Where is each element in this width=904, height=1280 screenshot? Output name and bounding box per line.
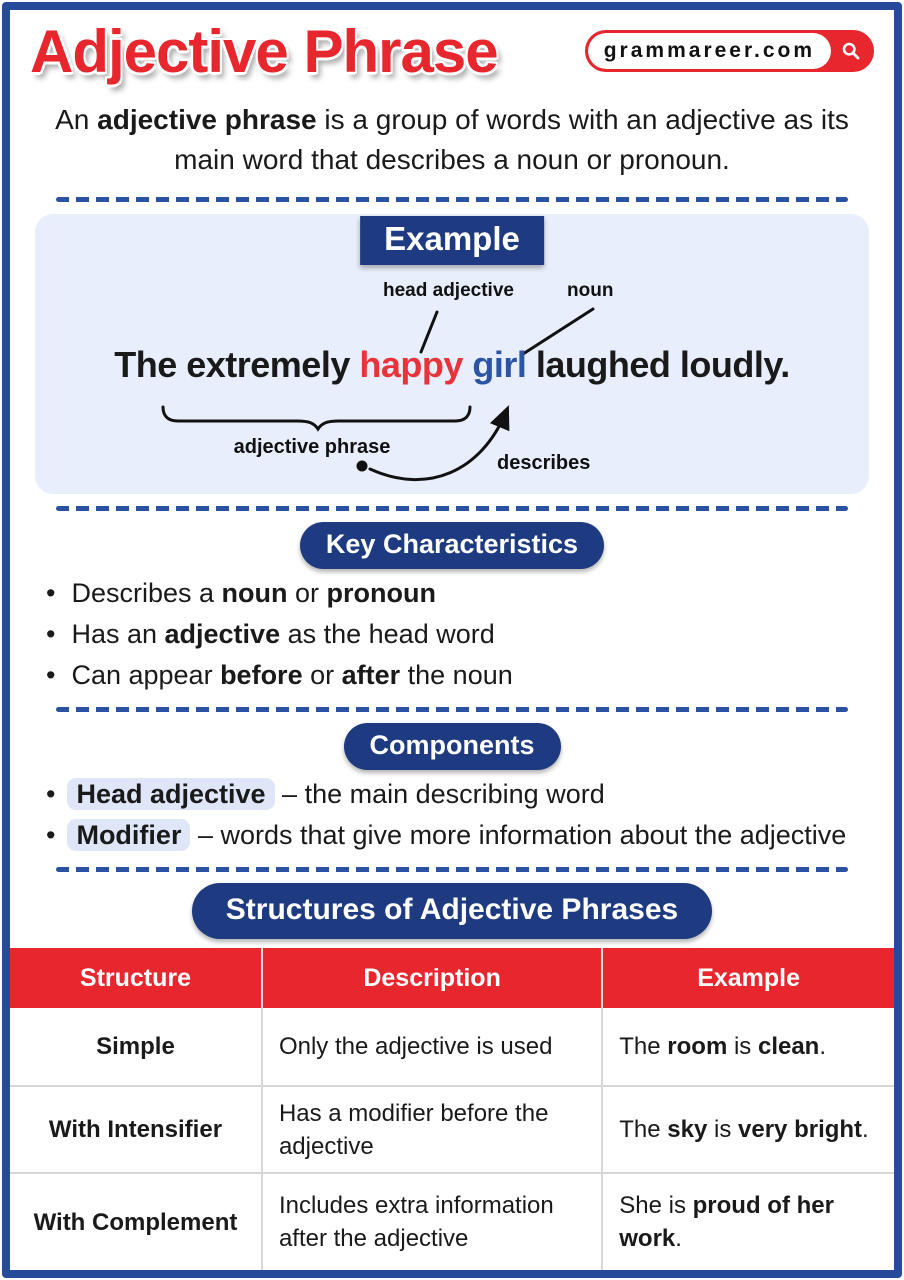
definition-text: An adjective phrase is a group of words with an adjective as its main word that describes a noun or pronoun. [55,104,849,176]
table-row [10,1086,894,1173]
structures-table [10,948,894,1270]
dashed-divider [56,197,848,202]
section-heading-structures: Structures of Adjective Phrases [192,883,712,939]
cell-example: She is proud of her work. [602,1173,894,1270]
bullet-icon: • [46,779,56,810]
column-header-example: Example [602,948,894,1008]
label-describes: describes [497,452,591,474]
components-list [10,774,894,856]
dashed-divider [56,707,848,712]
page-title: Adjective Phrase [30,18,498,85]
bullet-icon: • [46,578,56,608]
cell-description: Has a modifier before the adjective [262,1086,602,1173]
bullet-icon: • [46,820,56,851]
cell-description: Only the adjective is used [262,1008,602,1086]
site-badge-text: grammareer.com [588,33,831,69]
list-item [46,573,874,614]
cell-description: Includes extra information after the adjective [262,1173,602,1270]
table-row [10,1173,894,1270]
list-item-text: Head adjective – the main describing word [71,774,604,815]
site-badge[interactable] [585,30,874,72]
cell-structure: With Complement [10,1173,262,1270]
list-item-text: Modifier – words that give more information about the adjective [71,815,846,856]
dashed-divider [56,867,848,872]
list-item [46,655,874,696]
cell-example: The room is clean. [602,1008,894,1086]
label-adjective-phrase: adjective phrase [233,436,391,458]
section-heading-key-characteristics: Key Characteristics [300,522,604,569]
example-box [35,214,869,494]
list-item-text: Has an adjective as the head word [71,619,495,650]
list-item [46,614,874,655]
label-head-adjective: head adjective [383,280,514,301]
bullet-icon: • [46,660,56,691]
example-sentence: The extremely happy girl laughed loudly. [114,344,790,385]
bullet-icon: • [46,619,56,650]
column-header-structure: Structure [10,948,262,1008]
list-item [46,815,874,856]
table-row [10,1008,894,1086]
cell-structure: With Intensifier [10,1086,262,1173]
example-heading: Example [360,216,544,265]
infographic [10,10,894,1270]
list-item-text: Can appear before or after the noun [71,660,513,691]
cell-example: The sky is very bright. [602,1086,894,1173]
dashed-divider [56,506,848,511]
label-noun: noun [567,280,614,301]
table-header-row [10,948,894,1008]
column-header-description: Description [262,948,602,1008]
structures-table-wrap [10,948,894,1270]
key-characteristics-list [10,573,894,696]
search-icon [831,33,871,69]
cell-structure: Simple [10,1008,262,1086]
section-heading-components: Components [344,723,561,770]
list-item-text: Describes a noun or pronoun [71,578,436,608]
header [10,10,894,94]
list-item [46,774,874,815]
